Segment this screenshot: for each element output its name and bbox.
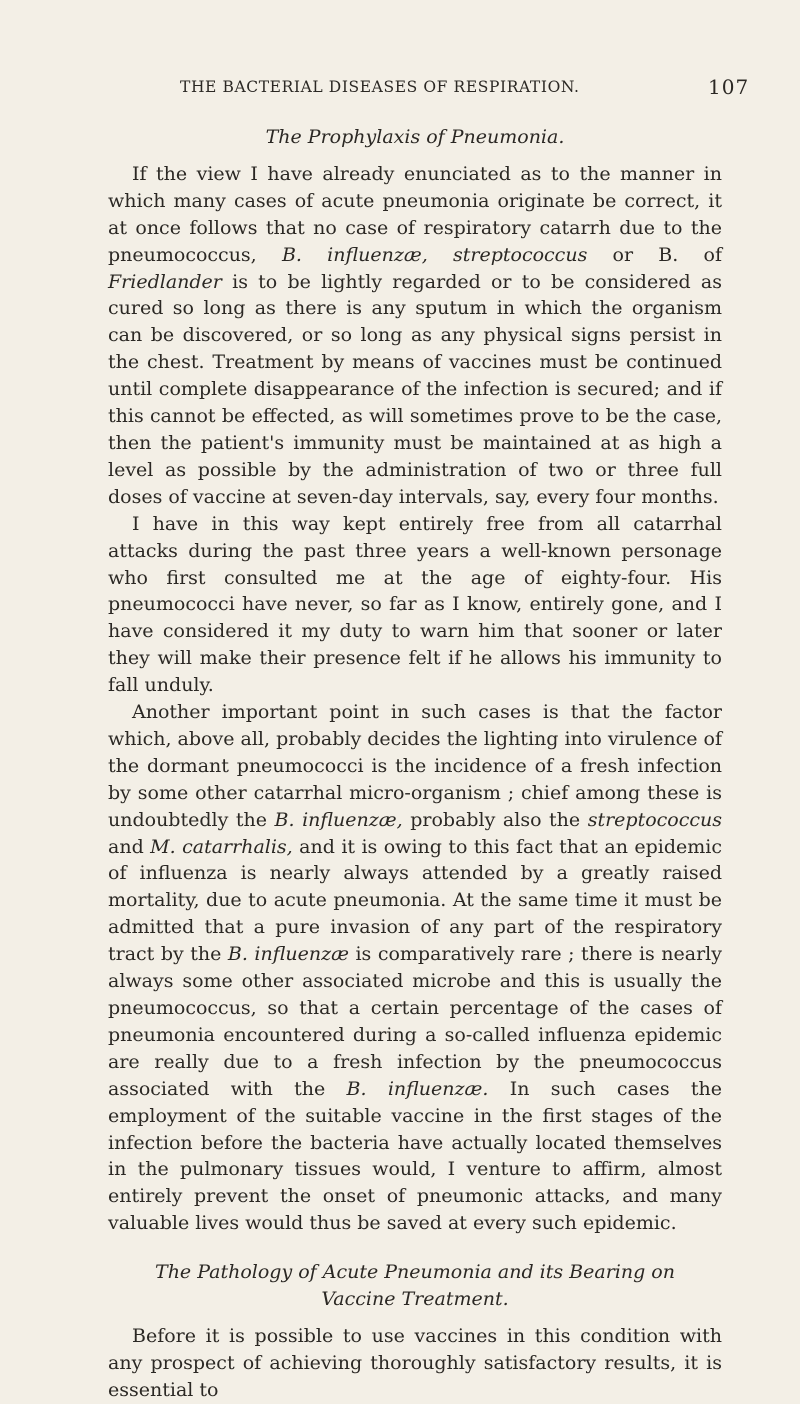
- section-title-prophylaxis: The Prophylaxis of Pneumonia.: [265, 126, 565, 148]
- text-run: Another important point in such cases is that the factor which, above all, probably decides the lighting into virulence of the dormant pneumococci is the incidence of a fresh infection by some other catarrhal micro-organism ; chief among these is undoubtedly the: [108, 701, 722, 831]
- italic-run: B. influenzæ,: [274, 808, 403, 831]
- italic-run: B. influenzæ, streptococcus: [281, 243, 588, 266]
- text-run: or B. of: [587, 243, 722, 266]
- italic-run: Friedlander: [108, 270, 222, 293]
- paragraph: [108, 511, 722, 699]
- text-run: and: [108, 835, 151, 858]
- italic-run: streptococcus: [587, 808, 723, 831]
- body-text: [108, 124, 722, 1404]
- text-run: If the view I have already enunciated as to the manner in which many cases of acute pneumonia originate be correct, it at once follows that no case of respiratory catarrh due to the pneumococcus,: [108, 162, 722, 266]
- paragraph: [108, 161, 722, 511]
- italic-run: M. catarrhalis,: [150, 835, 293, 858]
- running-head: THE BACTERIAL DISEASES OF RESPIRATION.: [180, 78, 580, 96]
- text-run: and it is owing to this fact that an epidemic of influenza is nearly always attended by a greatly raised mortality, due to acute pneumonia. At the same time it must be admitted that a pure invasion of any part of the respiratory tract by the: [108, 835, 722, 966]
- italic-run: B. influenzæ: [227, 943, 349, 966]
- paragraph: [108, 699, 722, 1237]
- paragraph: [108, 1323, 722, 1404]
- text-run: is comparatively rare ; there is nearly always some other associated microbe and this is usually the pneumococcus, so that a certain percentage of the cases of pneumonia encountered during a so-called influenza epidemic are really due to a fresh infection by the pneumococcus associated with the: [108, 943, 722, 1100]
- page-number: 107: [708, 75, 750, 99]
- text-run: In such cases the employment of the suitable vaccine in the first stages of the infection before the bacteria have actually located themselves in the pulmonary tissues would, I venture to affirm, almost entirely prevent the onset of pneumonic attacks, and many valuable lives would thus be saved at every such epidemic.: [108, 1077, 722, 1235]
- text-run: I have in this way kept entirely free from all catarrhal attacks during the past three years a well-known personage who first consulted me at the age of eighty-four. His pneumococci have never, so far as I know, entirely gone, and I have considered it my duty to warn him that sooner or later they will make their presence felt if he allows his immunity to fall unduly.: [108, 512, 722, 697]
- text-run: probably also the: [402, 808, 588, 831]
- text-run: is to be lightly regarded or to be considered as cured so long as there is any sputum in which the organism can be discovered, or so long as any physical signs persist in the chest. Treatment by means of vaccines must be continued until complete disappearance of the infection is secured; and if this cannot be effected, as will sometimes prove to be the case, then the patient's immunity must be maintained at as high a level as possible by the administration of two or three full doses of vaccine at seven-day intervals, say, every four months.: [108, 270, 722, 508]
- section-title-pathology: The Pathology of Acute Pneumonia and its Bearing on Vaccine Treatment.: [155, 1261, 675, 1311]
- text-run: Before it is possible to use vaccines in this condition with any prospect of achieving thoroughly satisfactory results, it is essential to: [108, 1324, 722, 1401]
- italic-run: B. influenzæ.: [346, 1077, 489, 1100]
